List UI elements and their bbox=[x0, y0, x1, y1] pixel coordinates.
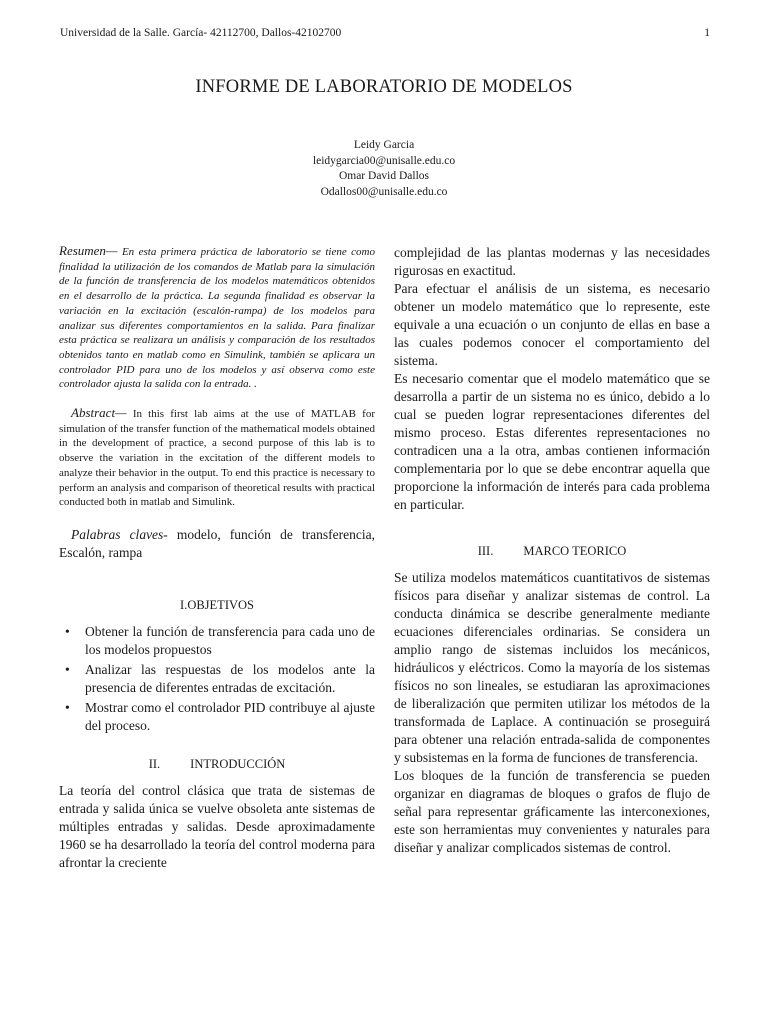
abstract-spanish-text: En esta primera práctica de laboratorio se tiene como finalidad la utilización de los comandos de Matlab para la simulación de la función de transferencia de los modelos matemáticos obtenidos en el desarrollo de la práctica. La segunda finalidad es observar la variación en la excitación (escalón-rampa) de los modelos para analizar sus diferentes comportamientos en la salida. Para finalizar esta práctica se realizara un análisis y comparación de los resultados obtenidos tanto en matlab como en Simulink, también se aplicara un controlador PID para uno de los modelos y así observa como este controlador ajusta la salida con la entrada. . bbox=[59, 246, 375, 391]
keywords-text: modelo, función de transferencia, Escalón, rampa bbox=[59, 526, 375, 560]
keywords-lead: Palabras claves- bbox=[71, 526, 168, 542]
list-item: • Analizar las respuestas de los modelos ante la presencia de diferentes entradas de excitación. bbox=[65, 661, 375, 695]
author-name: Omar David Dallos bbox=[338, 170, 430, 182]
section-heading-introduccion bbox=[59, 757, 375, 772]
body-paragraph: Se utiliza modelos matemáticos cuantitativos de sistemas físicos para diseñar y analizar sistemas de control. La conducta dinámica se describe generalmente mediante ecuaciones diferenciales ordinarias. Se considera un amplio rango de sistemas incluidos los mecánicos, hidráulicos y eléctricos. Como la mayoría de los sistemas físicos no son lineales, se estudiaran las aproximaciones de liberalización que permiten utilizar los métodos de la transformada de Laplace. A continuación se proseguirá para obtener una relación entrada-salida de componentes y subsistemas en la forma de funciones de transferencia. bbox=[394, 570, 710, 765]
objectives-list bbox=[59, 623, 375, 735]
section-heading-marco-teorico bbox=[394, 544, 710, 559]
author-email: leidygarcia00@unisalle.edu.co bbox=[312, 154, 456, 167]
author-block bbox=[0, 138, 768, 200]
right-column bbox=[394, 244, 710, 857]
abstract-english-lead: Abstract— bbox=[71, 405, 127, 421]
keywords bbox=[59, 526, 375, 562]
section-title: INTRODUCCIÓN bbox=[190, 756, 286, 771]
list-item: • Obtener la función de transferencia para cada uno de los modelos propuestos bbox=[65, 623, 375, 657]
section-heading-objetivos bbox=[59, 598, 375, 613]
bullet-icon: • bbox=[65, 661, 70, 677]
section-number: III. bbox=[477, 544, 494, 558]
body-paragraph: Es necesario comentar que el modelo matemático que se desarrolla a partir de un sistema no es único, debido a lo cual se pueden lograr representaciones diferentes del mismo proceso. Estas diferentes representaciones no contradicen una a la otra, ambas contienen información complementaria por lo que se debe encontrar aquella que proporcione la información de interés para cada problema en particular. bbox=[394, 371, 710, 512]
abstract-english-text: In this first lab aims at the use of MATLAB for simulation of the transfer function of the mathematical models obtained in the development of practice, a second purpose of this lab is to observe the variation in the excitation of the different models to analyze their behavior in the output. To end this practice is necessary to perform an analysis and comparison of theoretical results with practical conducted both in matlab and Simulink. bbox=[59, 408, 375, 509]
section-number: I. bbox=[180, 597, 188, 612]
bullet-icon: • bbox=[65, 623, 70, 639]
section-number: II. bbox=[148, 756, 161, 771]
body-paragraph: La teoría del control clásica que trata de sistemas de entrada y salida única se vuelve obsoleta ante sistemas de múltiples entradas y salidas. Desde aproximadamente 1960 se ha desarrollado la teoría del control moderna para afrontar la creciente bbox=[59, 782, 375, 870]
bullet-icon: • bbox=[65, 699, 70, 715]
body-paragraph: Para efectuar el análisis de un sistema, es necesario obtener un modelo matemático que lo represente, este equivale a una ecuación o un conjunto de ellas en base a las cuales podemos conocer el comportamiento del sistema. bbox=[394, 281, 710, 368]
abstract-english bbox=[59, 406, 375, 510]
body-paragraph: Los bloques de la función de transferencia se pueden organizar en diagramas de bloques o grafos de flujo de señal para representar gráficamente las interconexiones, este son herramientas muy convenientes y naturales para diseñar y analizar complicados sistemas de control. bbox=[394, 768, 710, 855]
paper-title: INFORME DE LABORATORIO DE MODELOS bbox=[195, 77, 573, 97]
section-title: OBJETIVOS bbox=[187, 597, 254, 612]
body-paragraph: complejidad de las plantas modernas y las necesidades rigurosas en exactitud. bbox=[394, 245, 710, 278]
abstract-spanish-lead: Resumen— bbox=[59, 243, 118, 258]
running-head-text: Universidad de la Salle. García- 42112700, Dallos-42102700 bbox=[60, 27, 342, 39]
section-title: MARCO TEORICO bbox=[523, 544, 627, 558]
author-name: Leidy Garcia bbox=[353, 139, 415, 151]
running-header bbox=[60, 27, 710, 43]
page-number: 1 bbox=[704, 27, 710, 39]
left-column bbox=[59, 244, 375, 872]
list-item: • Mostrar como el controlador PID contribuye al ajuste del proceso. bbox=[65, 699, 375, 733]
author-email: Odallos00@unisalle.edu.co bbox=[320, 185, 448, 198]
abstract-spanish bbox=[59, 244, 375, 392]
